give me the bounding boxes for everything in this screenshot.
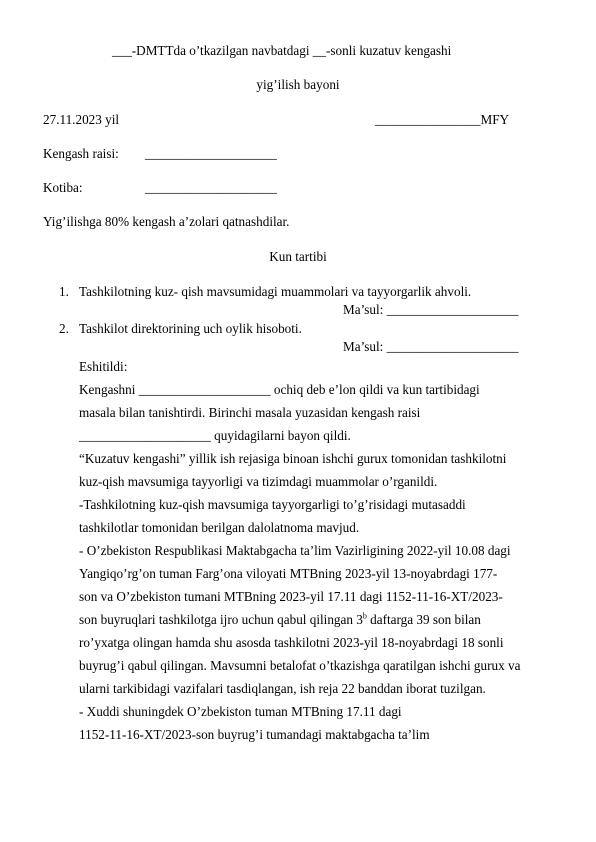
agenda-item-text: Tashkilot direktorining uch oylik hisoboti. (79, 321, 302, 336)
superscript-text: b (362, 611, 367, 621)
body-line: buyrug’i qabul qilingan. Mavsumni betalofat o’tkazishga qaratilgan ishchi gurux va (79, 658, 521, 673)
body-line: -Tashkilotning kuz-qish mavsumiga tayyorgarligi to’g’risidagi mutasaddi (79, 497, 466, 512)
attendance-text: Yig’ilishga 80% kengash a’zolari qatnashdilar. (43, 214, 290, 229)
chair-label: Kengash raisi: (43, 146, 119, 161)
body-line: tashkilotlar tomonidan berilgan dalolatnoma mavjud. (79, 520, 360, 535)
agenda-item-number: 2. (59, 321, 69, 336)
agenda-item-responsible: Ma’sul: ____________________ (343, 302, 519, 317)
body-line: Eshitildi: (79, 359, 128, 374)
agenda-item-responsible: Ma’sul: ____________________ (343, 339, 519, 354)
header-title-line1: ___-DMTTda o’tkazilgan navbatdagi __-sonli kuzatuv kengashi (112, 43, 452, 58)
body-line: 1152-11-16-XT/2023-son buyrug’i tumandagi maktabgacha ta’lim (79, 727, 430, 742)
body-line: - Xuddi shuningdek O’zbekiston tuman MTBning 17.11 dagi (79, 704, 402, 719)
chair-blank-line: ____________________ (145, 146, 277, 161)
body-line: ularni tarkibidagi vazifalari tasdiqlangan, ish reja 22 banddan iborat tuzilgan. (79, 681, 486, 696)
secretary-label: Kotiba: (43, 180, 83, 195)
header-title-line2: yig’ilish bayoni (256, 77, 340, 92)
body-line (79, 612, 481, 628)
body-line: Yangiqo’rg’on tuman Farg’ona viloyati MTBning 2023-yil 13-noyabrdagi 177- (79, 566, 498, 581)
body-line: ____________________ quyidagilarni bayon qildi. (79, 428, 351, 443)
body-line: ro’yxatga olingan hamda shu asosda tashkilotni 2023-yil 18-noyabrdagi 18 sonli (79, 635, 504, 650)
body-line: son va O’zbekiston tumani MTBning 2023-yil 17.11 dagi 1152-11-16-XT/2023- (79, 589, 503, 604)
body-line-text: daftarga 39 son bilan (366, 612, 481, 627)
body-line: masala bilan tanishtirdi. Birinchi masala yuzasidan kengash raisi (79, 405, 421, 420)
meeting-date: 27.11.2023 yil (43, 112, 120, 127)
body-line: “Kuzatuv kengashi” yillik ish rejasiga binoan ishchi gurux tomonidan tashkilotni (79, 451, 507, 466)
body-line: kuz-qish mavsumiga tayyorligi va tizimdagi muammolar o’rganildi. (79, 474, 438, 489)
secretary-blank-line: ____________________ (145, 180, 277, 195)
agenda-item-text: Tashkilotning kuz- qish mavsumidagi muammolari va tayyorgarlik ahvoli. (79, 284, 472, 299)
mfy-field: ________________MFY (375, 112, 510, 127)
agenda-heading: Kun tartibi (269, 249, 327, 264)
agenda-item-number: 1. (59, 284, 69, 299)
body-line: Kengashni ____________________ ochiq deb e’lon qildi va kun tartibidagi (79, 382, 480, 397)
body-line-text: son buyruqlari tashkilotga ijro uchun qabul qilingan 3 (79, 612, 363, 627)
body-line: - O’zbekiston Respublikasi Maktabgacha ta’lim Vazirligining 2022-yil 10.08 dagi (79, 543, 511, 558)
